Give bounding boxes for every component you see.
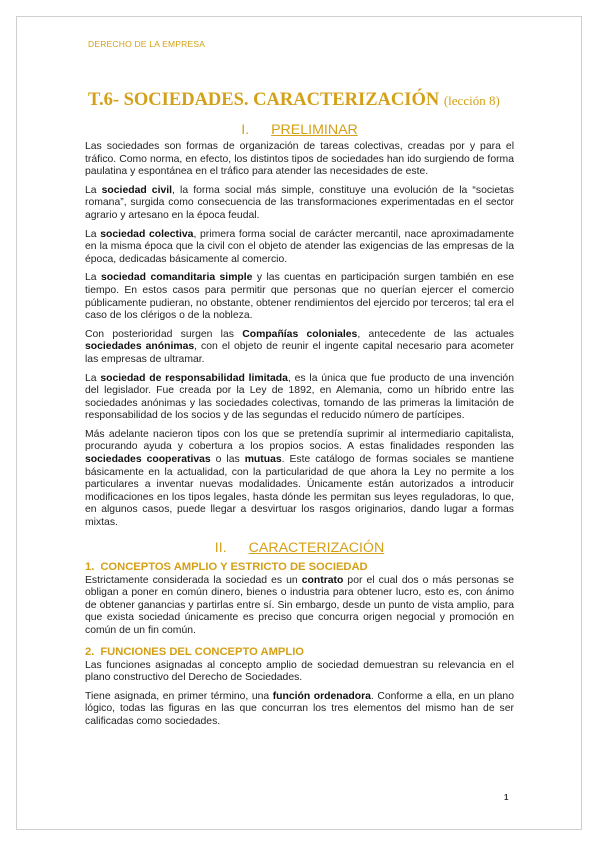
title-main: T.6- SOCIEDADES. CARACTERIZACIÓN <box>88 90 440 110</box>
bold-term: sociedad colectiva <box>100 228 194 240</box>
paragraph: La sociedad de responsabilidad limitada, es la única que fue producto de una invención del legislador. Fue creada por la Ley de 1892, en Alemania, como un híbrido entre las sociedades anónimas y las sociedades colectivas, tomando de las primeras la limitación de responsabilidad de los socios y de las segundas el reducido número de partícipes. <box>85 372 514 422</box>
subsection-title: CONCEPTOS AMPLIO Y ESTRICTO DE SOCIEDAD <box>100 560 368 573</box>
paragraph: Las funciones asignadas al concepto amplio de sociedad demuestran su relevancia en el plano constructivo del Derecho de Sociedades. <box>85 659 514 684</box>
subsection-number: 2. <box>85 645 95 658</box>
paragraph: Más adelante nacieron tipos con los que se pretendía suprimir al intermediario capitalista, procurando ayuda y cobertura a los propios socios. A estas finalidades responden las sociedades cooperativas o las mutuas. Este catálogo de formas sociales se mantiene básicamente en la actualidad, con la particularidad de que ahora la Ley no permite a los particulares a inventar nuevas modalidades. Únicamente están autorizados a introducir modificaciones en los tipos legales, hasta dónde les permitan sus leyes reguladoras, lo que, en algunos casos, puede llegar a desvirtuar los rasgos originarios, dando lugar a formas mixtas. <box>85 428 514 529</box>
paragraph: Tiene asignada, en primer término, una función ordenadora. Conforme a ella, en un plano lógico, todas las figuras en las que concurran los tres elementos del mismo han de ser calificadas como sociedades. <box>85 690 514 727</box>
paragraph: La sociedad civil, la forma social más simple, constituye una evolución de la “societas romana”, surgida como consecuencia de las transformaciones experimentadas en el sector agrario y artesano en la época feudal. <box>85 184 514 221</box>
paragraph: Las sociedades son formas de organización de tareas colectivas, creadas por y para el tráfico. Como norma, en efecto, los distintos tipos de sociedades han ido surgiendo de forma paulatina y espontánea en el tráfico para atender las necesidades de este. <box>85 141 514 178</box>
page-number: 1 <box>504 793 509 802</box>
bold-term: sociedad de responsabilidad limitada <box>100 372 288 384</box>
section-heading <box>85 540 514 557</box>
section-title: CARACTERIZACIÓN <box>248 539 385 556</box>
bold-term: sociedad comanditaria simple <box>100 272 253 284</box>
section-number: II. <box>214 539 227 556</box>
bold-term: contrato <box>301 574 344 586</box>
section-title: PRELIMINAR <box>271 122 358 138</box>
section-number: I. <box>241 122 250 138</box>
paragraph: La sociedad colectiva, primera forma social de carácter mercantil, nace aproximadamente en la misma época que la civil con el objeto de atender las exigencias de las empresas de la época, dedicadas básicamente al comercio. <box>85 228 514 265</box>
subsection-heading <box>85 561 514 574</box>
subsection-title: FUNCIONES DEL CONCEPTO AMPLIO <box>100 645 305 658</box>
running-header: DERECHO DE LA EMPRESA <box>88 39 206 49</box>
bold-term: mutuas <box>244 454 282 466</box>
bold-term: función ordenadora <box>272 690 371 702</box>
document-body <box>85 122 514 735</box>
subsection-number: 1. <box>85 560 95 573</box>
paragraph: Con posterioridad surgen las Compañías coloniales, antecedente de las actuales sociedades anónimas, con el objeto de reunir el ingente capital necesario para acometer las empresas de ultramar. <box>85 328 514 365</box>
bold-term: sociedades cooperativas <box>85 454 211 466</box>
document-title <box>88 90 528 111</box>
paragraph: Estrictamente considerada la sociedad es un contrato por el cual dos o más personas se obligan a poner en común dinero, bienes o industria para obtener lucro, esto es, con ánimo de obtener ganancias y partirlas entre sí. Sin embargo, desde un punto de vista amplio, para que exista sociedad únicamente es preciso que concurra origen negocial y promoción en común de un fin común. <box>85 574 514 636</box>
subsection-heading <box>85 646 514 659</box>
title-lesson: (lección 8) <box>443 93 500 108</box>
bold-term: sociedad civil <box>101 184 173 196</box>
paragraph: La sociedad comanditaria simple y las cuentas en participación surgen también en ese tiempo. En estos casos para permitir que personas que no querían ejercer el comercio públicamente pudieran, no obstante, obtener rendimientos del ejercido por terceros; tal era el caso de los clérigos o de la nobleza. <box>85 272 514 322</box>
section-heading <box>85 122 514 139</box>
bold-term: Compañías coloniales <box>242 328 358 340</box>
bold-term: sociedades anónimas <box>85 341 195 353</box>
